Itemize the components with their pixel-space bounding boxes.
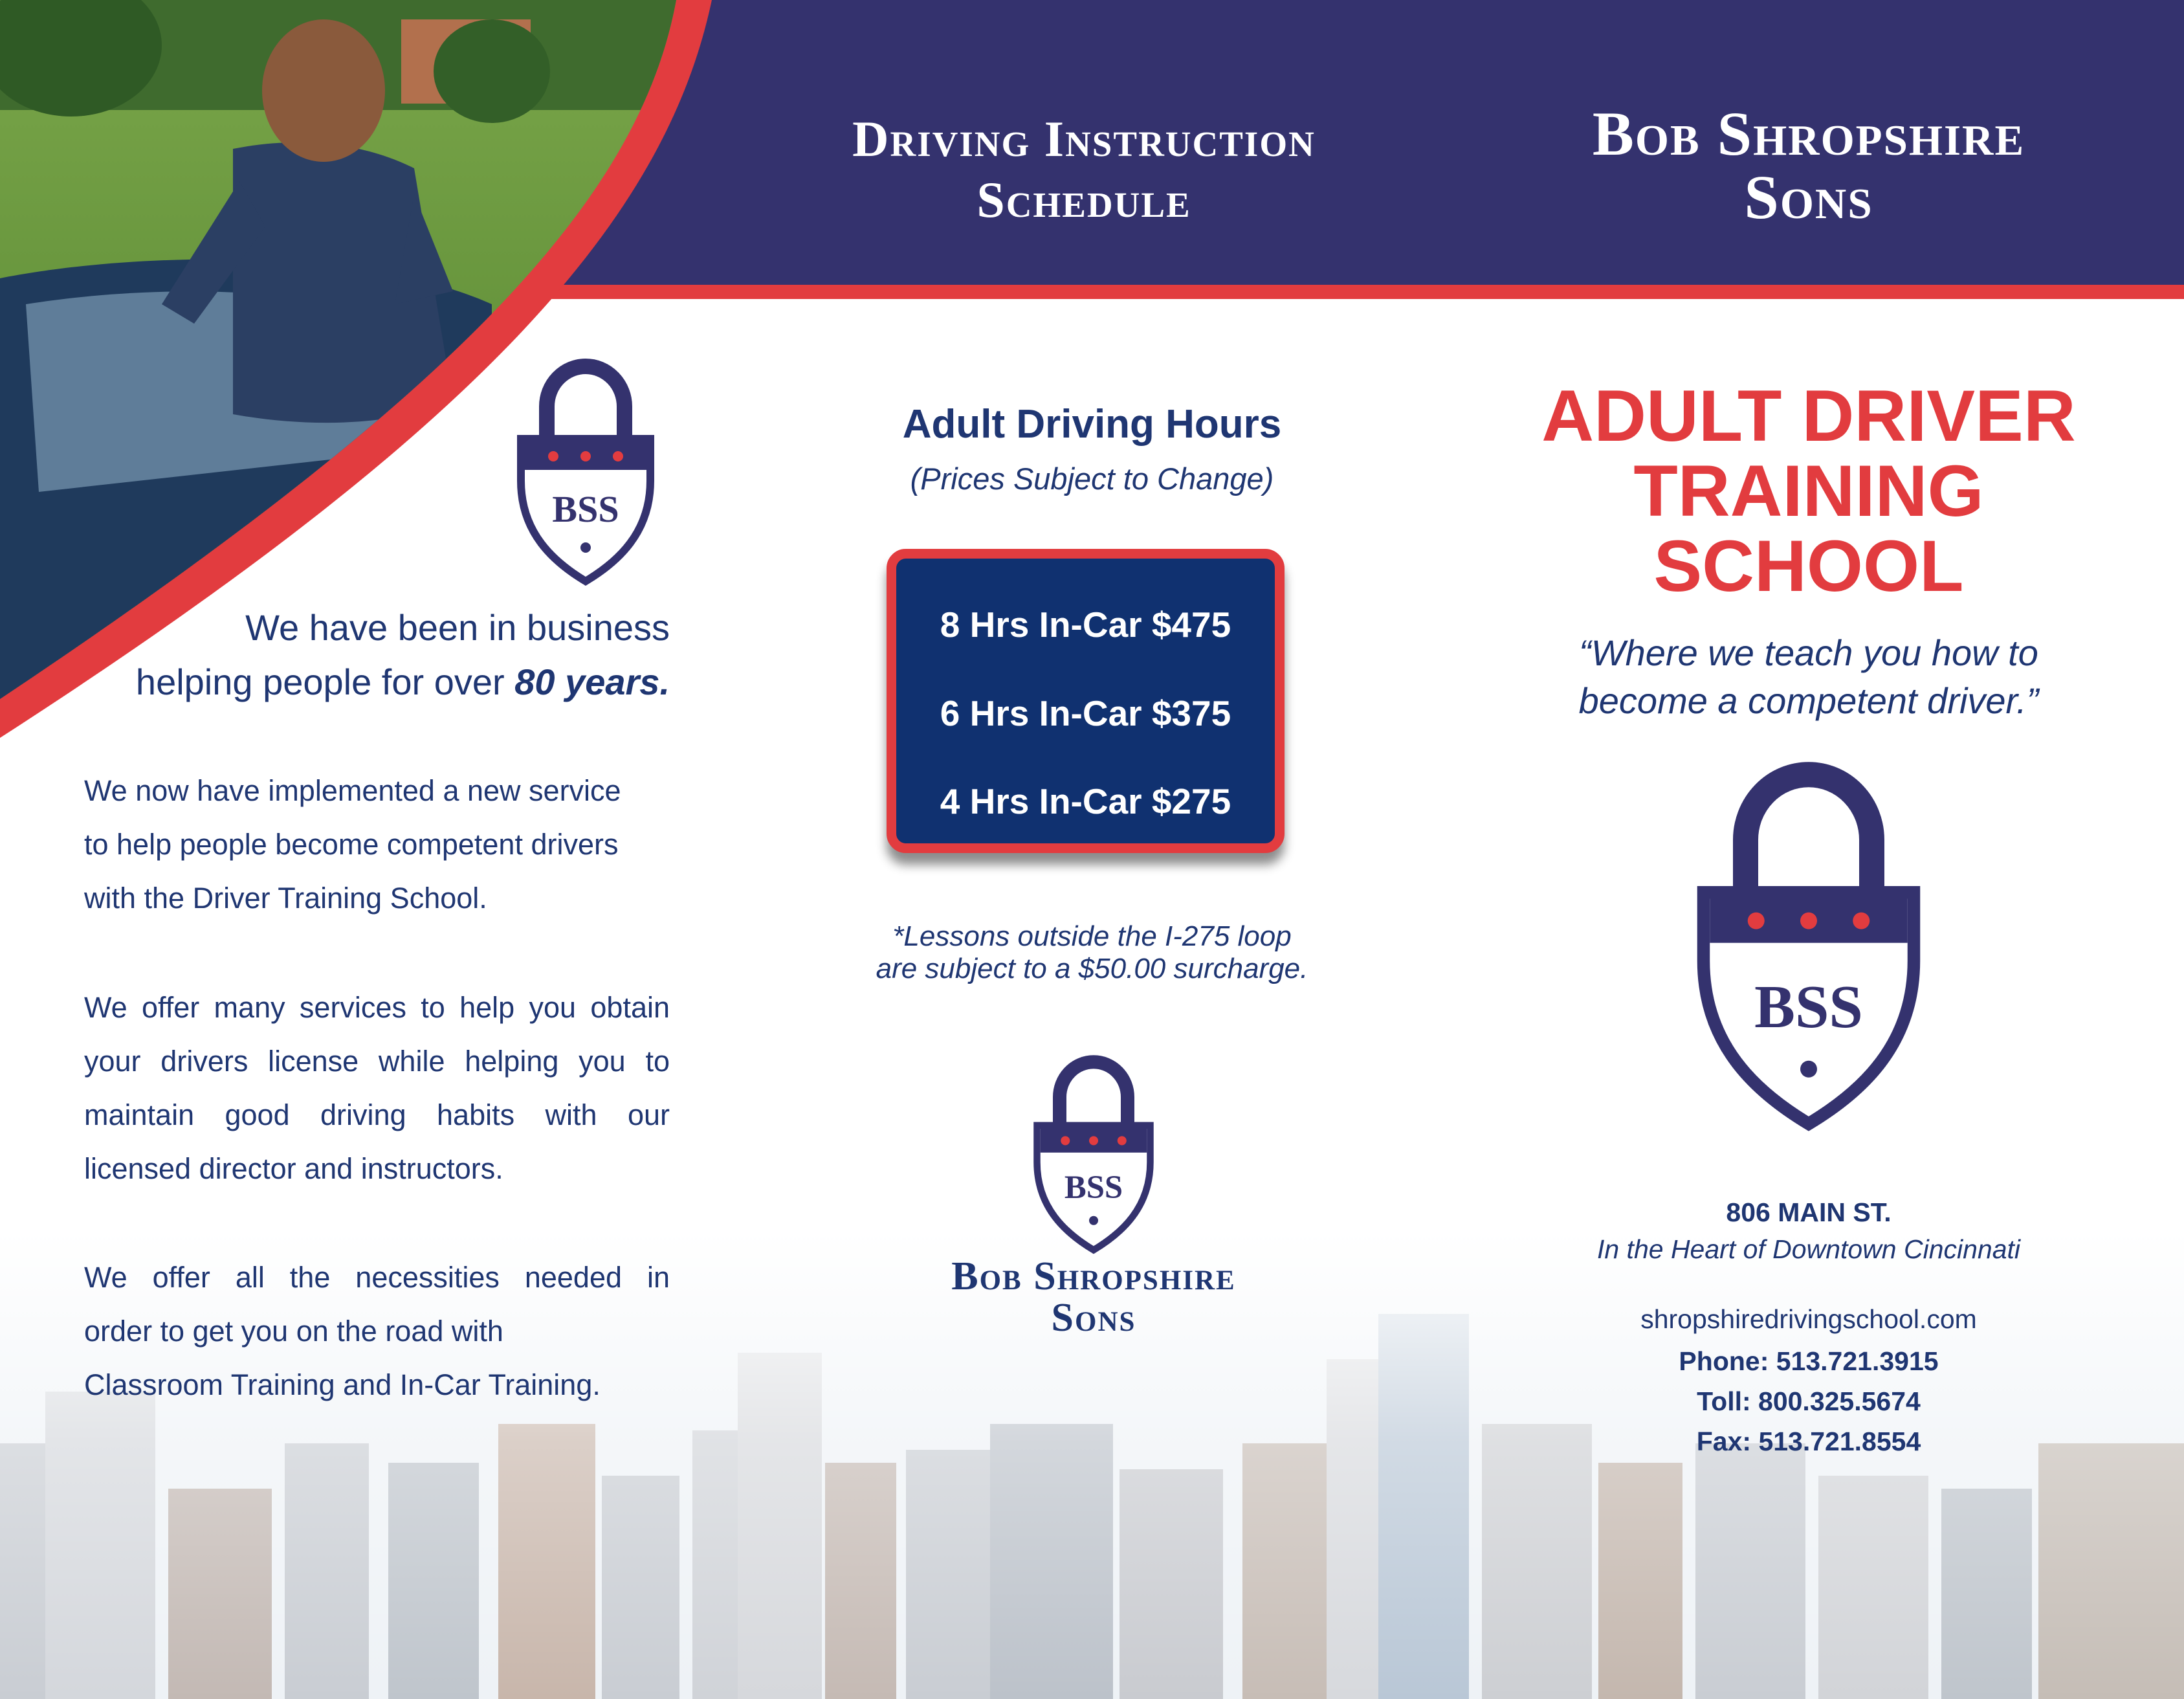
school-title-line3: SCHOOL [1653,526,1964,606]
schedule-heading-line1: Driving Instruction [852,111,1316,167]
intro-line1: We have been in business [245,607,670,648]
address-description: In the Heart of Downtown Cincinnati [1596,1234,2021,1264]
service-line-1: We now have implemented a new service [84,774,621,807]
hours-title: Adult Driving Hours [902,402,1282,447]
bss-logo-icon [1026,1052,1162,1256]
center-brand-name [841,1256,1346,1338]
intro-line2 [84,655,670,709]
toll-number: Toll: 800.325.5674 [1697,1386,1921,1416]
price-item: 6 Hrs In-Car $375 [940,693,1231,733]
necessities-line-2: order to get you on the road with [84,1315,503,1348]
surcharge-line1: *Lessons outside the I-275 loop [892,920,1292,952]
price-item: 8 Hrs In-Car $475 [940,605,1231,645]
svg-text:BSS: BSS [1754,973,1863,1041]
necessities-line-1: We offer all the necessities needed in [84,1261,670,1294]
bss-logo-icon [508,355,663,588]
brand-heading-line2: Sons [1744,162,1873,232]
schedule-heading [764,109,1404,230]
tagline-line1: “Where we teach you how to [1579,632,2038,673]
price-box [887,549,1285,853]
svg-text:BSS: BSS [1064,1168,1123,1205]
bss-logo-icon [1682,754,1935,1136]
surcharge-line2: are subject to a $50.00 surcharge. [876,953,1308,984]
schedule-heading-line2: Schedule [976,172,1191,228]
service-line-3: with the Driver Training School. [84,882,487,915]
fax-number: Fax: 513.721.8554 [1696,1427,1921,1456]
center-brand-line1: Bob Shropshire [951,1254,1236,1298]
website-link[interactable]: shropshiredrivingschool.com [1640,1304,1977,1334]
intro-line2-prefix: helping people for over [135,661,515,702]
necessities-paragraph [84,1250,670,1412]
phone-number: Phone: 513.721.3915 [1679,1346,1939,1376]
tagline-line2: become a competent driver.” [1578,680,2039,721]
intro-text [84,601,670,709]
tagline-quote [1488,629,2129,725]
intro-years: 80 years. [514,661,670,702]
center-brand-line2: Sons [1051,1296,1136,1340]
school-title-line1: ADULT DRIVER [1541,375,2076,456]
service-paragraph [84,764,670,925]
svg-text:BSS: BSS [552,488,619,530]
surcharge-note [777,920,1407,985]
school-title [1488,375,2129,606]
necessities-line-3: Classroom Training and In-Car Training. [84,1368,601,1401]
brand-heading-line1: Bob Shropshire [1592,99,2025,168]
street-address: 806 MAIN ST. [1726,1197,1892,1227]
school-title-line2: TRAINING [1633,450,1984,531]
brand-heading [1508,99,2110,232]
price-item: 4 Hrs In-Car $275 [940,781,1231,821]
hours-subtitle: (Prices Subject to Change) [910,461,1274,496]
offerings-paragraph: We offer many services to help you obtain your drivers license while helping you to maintain good driving habits with our licensed director and instructors. [84,991,670,1185]
service-line-2: to help people become competent drivers [84,828,619,861]
